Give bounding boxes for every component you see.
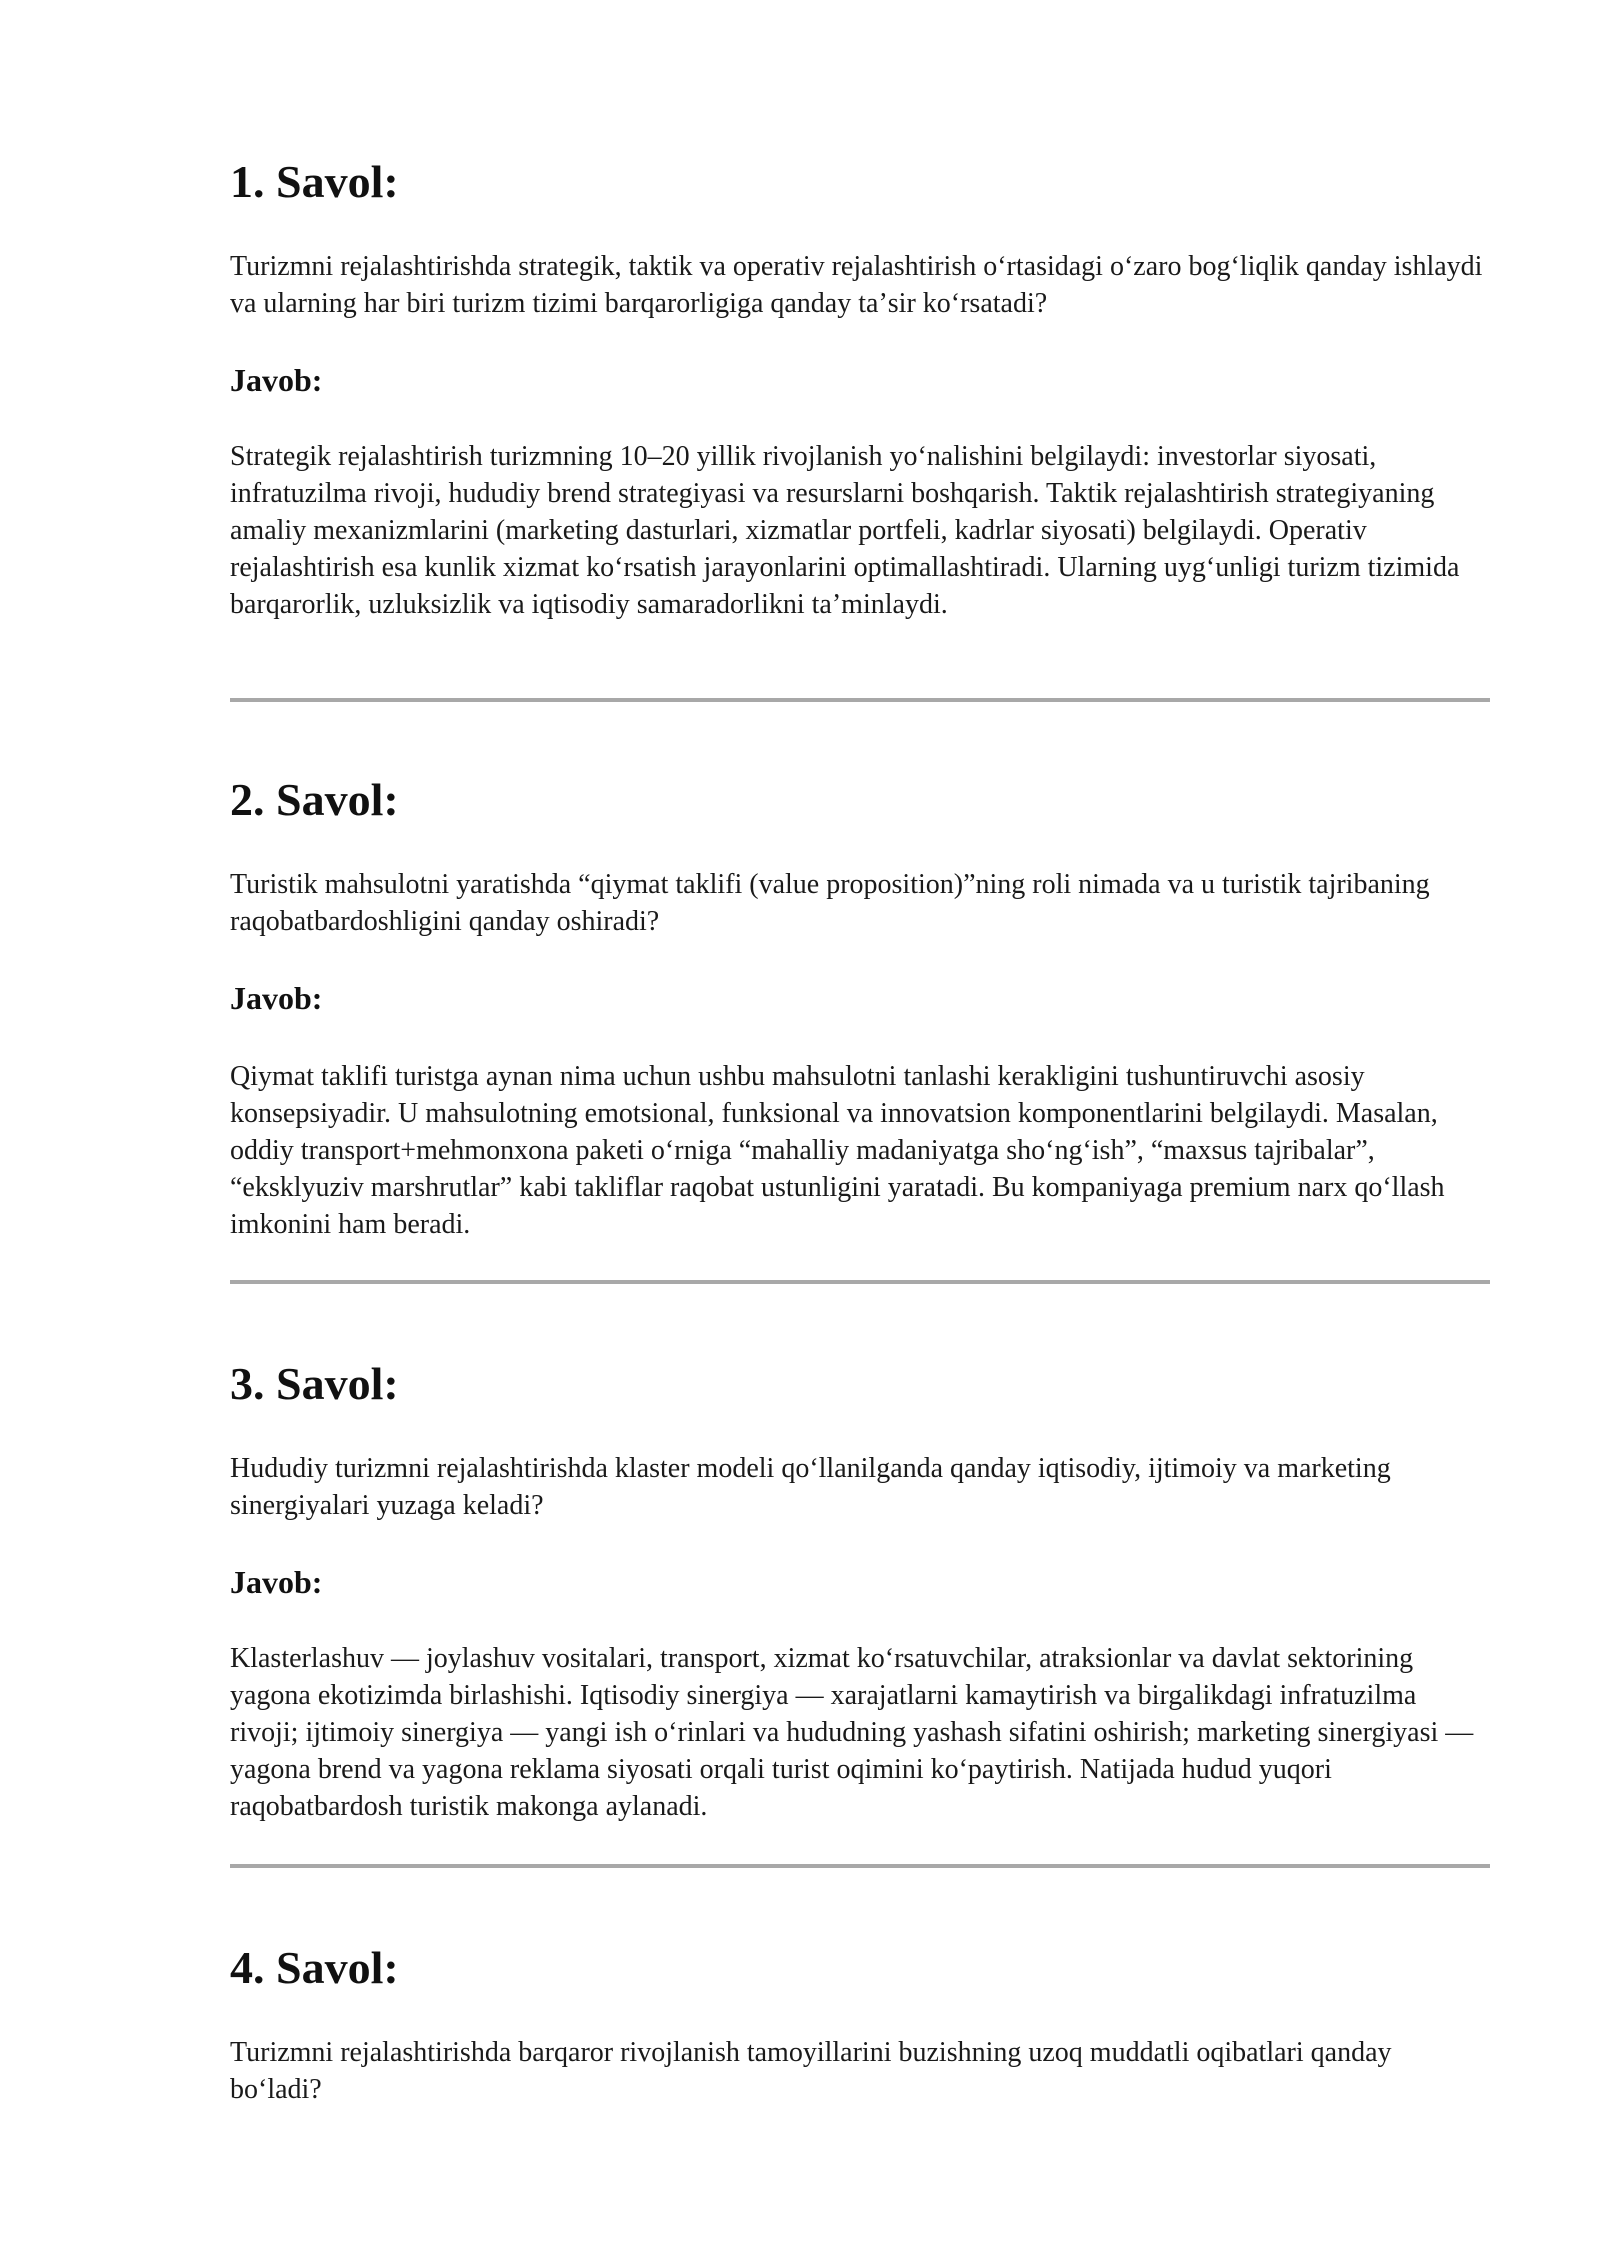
answer-text: Strategik rejalashtirish turizmning 10–20 yillik rivojlanish yoʻnalishini belgilaydi: investorlar siyosati, infratuzilma rivoji, hududiy brend strategiyasi va resurslarni boshqarish. Taktik rejalashtirish strategiyaning amaliy mexanizmlarini (marketing dasturlari, xizmatlar portfeli, kadrlar siyosati) belgilaydi. Operativ rejalashtirish esa kunlik xizmat koʻrsatish jarayonlarini optimallashtiradi. Ularning uygʻunligi turizm tizimida barqarorlik, uzluksizlik va iqtisodiy samaradorlikni taʼminlaydi. — [230, 441, 1460, 620]
answer-label: Javob: — [230, 1564, 323, 1600]
section-divider — [230, 1864, 1490, 1868]
question-text: Turistik mahsulotni yaratishda “qiymat taklifi (value proposition)”ning roli nimada va u turistik tajribaning raqobatbardoshligini qanday oshiradi? — [230, 869, 1430, 937]
question-heading: 3. Savol: — [230, 1358, 399, 1409]
answer-label: Javob: — [230, 980, 323, 1016]
answer-text: Qiymat taklifi turistga aynan nima uchun ushbu mahsulotni tanlashi kerakligini tushuntiruvchi asosiy konsepsiyadir. U mahsulotning emotsional, funksional va innovatsion komponentlarini belgilaydi. Masalan, oddiy transport+mehmonxona paketi oʻrniga “mahalliy madaniyatga shoʻngʻish”, “maxsus tajribalar”, “eksklyuziv marshrutlar” kabi takliflar raqobat ustunligini yaratadi. Bu kompaniyaga premium narx qoʻllash imkonini ham beradi. — [230, 1061, 1445, 1240]
section-divider — [230, 698, 1490, 702]
question-text: Hududiy turizmni rejalashtirishda klaster modeli qoʻllanilganda qanday iqtisodiy, ijtimoiy va marketing sinergiyalari yuzaga keladi? — [230, 1453, 1391, 1521]
section-divider — [230, 1280, 1490, 1284]
question-heading: 2. Savol: — [230, 774, 399, 825]
question-heading: 1. Savol: — [230, 156, 399, 207]
answer-text: Klasterlashuv — joylashuv vositalari, transport, xizmat koʻrsatuvchilar, atraksionlar va davlat sektorining yagona ekotizimda birlashishi. Iqtisodiy sinergiya — xarajatlarni kamaytirish va birgalikdagi infratuzilma rivoji; ijtimoiy sinergiya — yangi ish oʻrinlari va hududning yashash sifatini oshirish; marketing sinergiyasi — yagona brend va yagona reklama siyosati orqali turist oqimini koʻpaytirish. Natijada hudud yuqori raqobatbardosh turistik makonga aylanadi. — [230, 1643, 1474, 1822]
answer-label: Javob: — [230, 362, 323, 398]
question-heading: 4. Savol: — [230, 1942, 399, 1993]
question-text: Turizmni rejalashtirishda barqaror rivojlanish tamoyillarini buzishning uzoq muddatli oqibatlari qanday boʻladi? — [230, 2037, 1392, 2105]
question-text: Turizmni rejalashtirishda strategik, taktik va operativ rejalashtirish oʻrtasidagi oʻzaro bogʻliqlik qanday ishlaydi va ularning har biri turizm tizimi barqarorligiga qanday taʼsir koʻrsatadi? — [230, 251, 1483, 319]
